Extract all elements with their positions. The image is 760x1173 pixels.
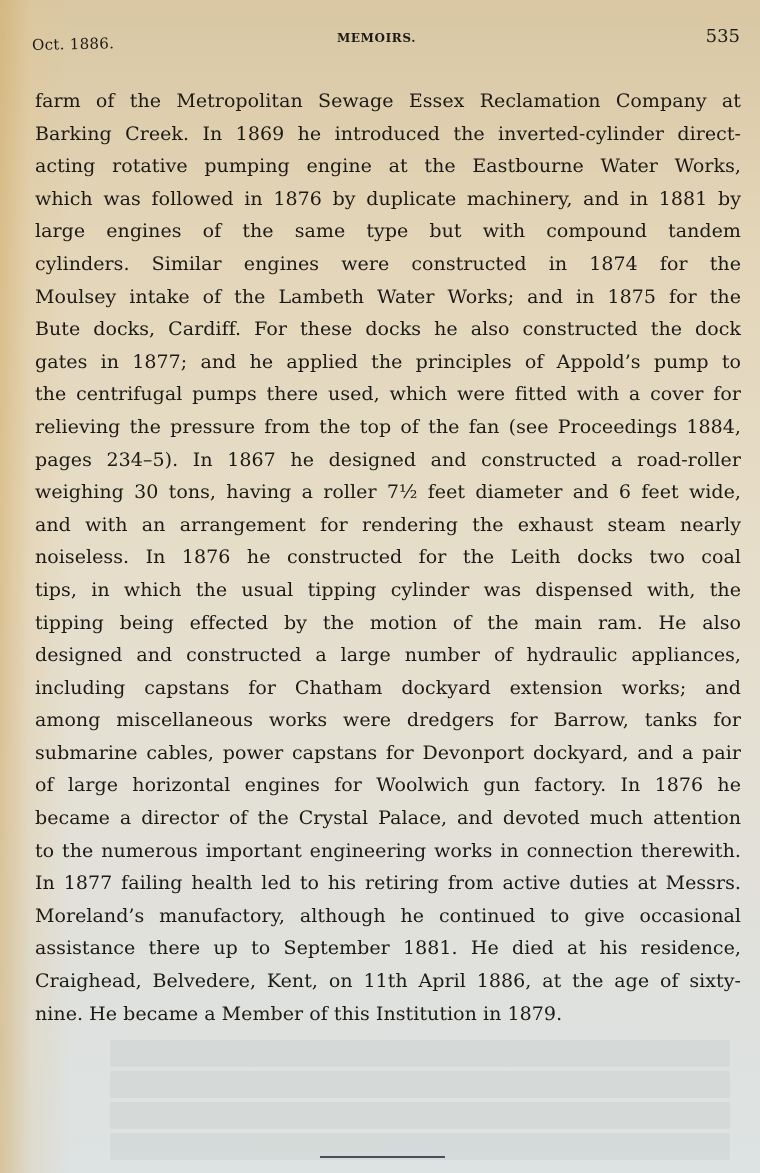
show-through-text (110, 1040, 730, 1164)
running-header (31, 26, 740, 54)
text-line: tips, in which the usual tipping cylinder was dispensed with, the (35, 578, 741, 601)
header-section-title: MEMOIRS. (337, 31, 416, 45)
end-rule-divider (320, 1156, 445, 1158)
text-line: cylinders. Similar engines were constructed in 1874 for the (35, 252, 741, 275)
text-line: nine. He became a Member of this Institution in 1879. (35, 1002, 563, 1025)
text-line: the centrifugal pumps there used, which were fitted with a cover for (35, 383, 741, 406)
text-line: Moreland’s manufactory, although he continued to give occasional (35, 904, 741, 927)
text-line: pages 234–5). In 1867 he designed and constructed a road-roller (35, 448, 741, 471)
text-line: designed and constructed a large number of hydraulic appliances, (35, 644, 741, 667)
header-date: Oct. 1886. (31, 34, 115, 54)
text-line: and with an arrangement for rendering the exhaust steam nearly (35, 513, 741, 536)
text-line: submarine cables, power capstans for Devonport dockyard, and a pair (35, 741, 741, 764)
text-line: tipping being effected by the motion of the main ram. He also (35, 611, 741, 634)
text-line: which was followed in 1876 by duplicate machinery, and in 1881 by (35, 187, 741, 210)
text-line: among miscellaneous works were dredgers for Barrow, tanks for (35, 709, 741, 732)
text-line: became a director of the Crystal Palace, and devoted much attention (35, 807, 741, 830)
memoir-paragraph (35, 85, 741, 1030)
text-line: Moulsey intake of the Lambeth Water Works; and in 1875 for the (35, 285, 741, 308)
text-line: relieving the pressure from the top of the fan (see Proceedings 1884, (35, 415, 741, 438)
text-line: gates in 1877; and he applied the principles of Appold’s pump to (35, 350, 741, 373)
text-line: acting rotative pumping engine at the Eastbourne Water Works, (35, 155, 741, 178)
text-line: large engines of the same type but with compound tandem (35, 220, 741, 243)
text-line: Bute docks, Cardiff. For these docks he also constructed the dock (35, 318, 741, 341)
text-line: assistance there up to September 1881. He died at his residence, (35, 937, 741, 960)
text-line: Barking Creek. In 1869 he introduced the inverted-cylinder direct- (35, 122, 741, 145)
text-line: weighing 30 tons, having a roller 7½ feet diameter and 6 feet wide, (35, 481, 741, 504)
text-line: farm of the Metropolitan Sewage Essex Reclamation Company at (35, 90, 741, 112)
text-line: to the numerous important engineering works in connection therewith. (35, 839, 741, 862)
text-line: In 1877 failing health led to his retiring from active duties at Messrs. (35, 872, 741, 895)
page-number: 535 (705, 26, 740, 47)
text-line: Craighead, Belvedere, Kent, on 11th April 1886, at the age of sixty- (35, 970, 741, 993)
text-line: of large horizontal engines for Woolwich gun factory. In 1876 he (35, 774, 741, 797)
text-line: including capstans for Chatham dockyard extension works; and (35, 676, 741, 699)
text-line: noiseless. In 1876 he constructed for the Leith docks two coal (35, 546, 741, 569)
